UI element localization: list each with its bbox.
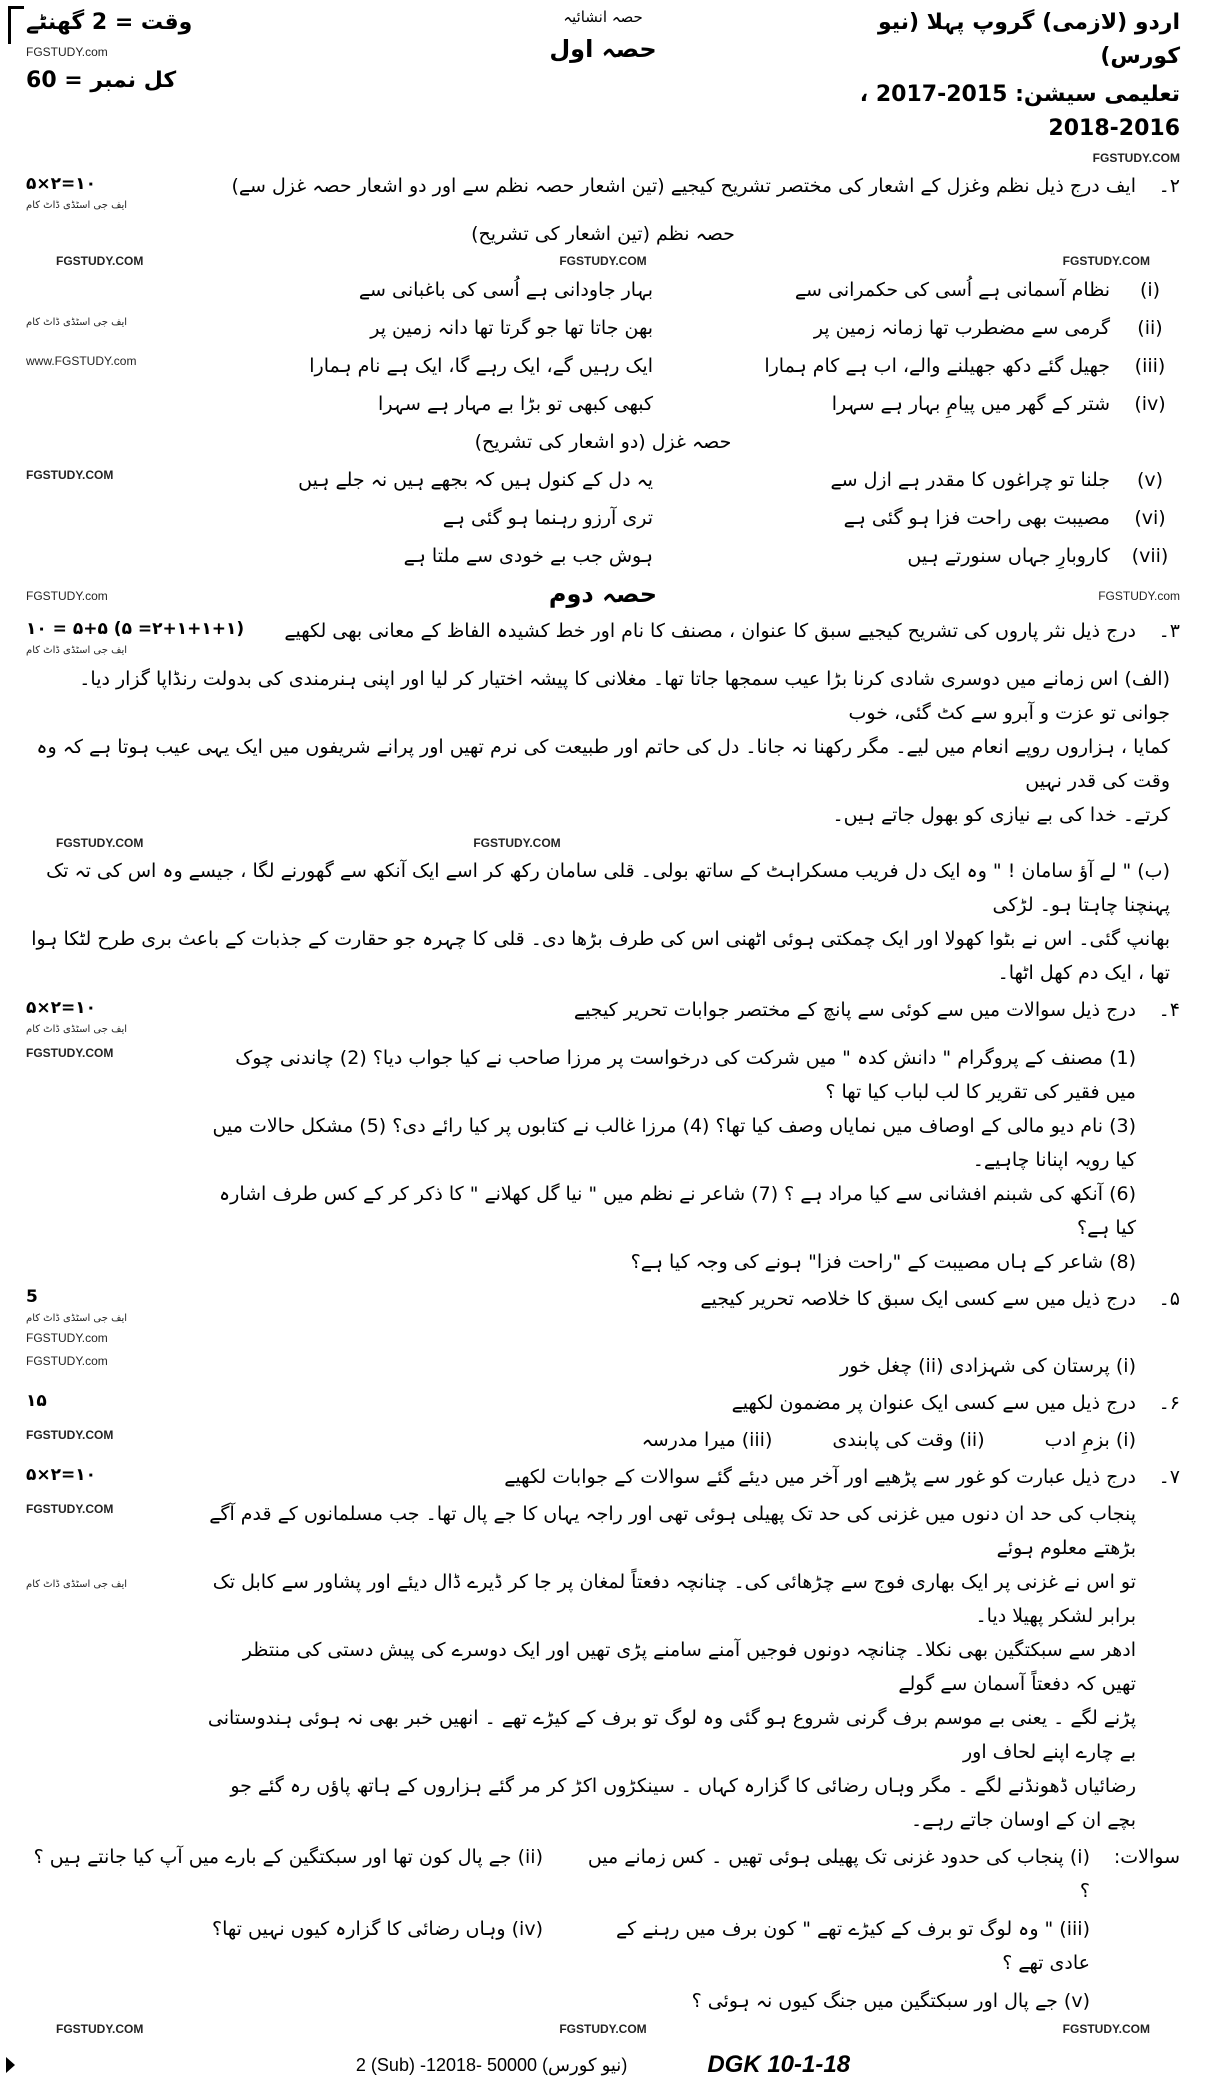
q7-passage-line: رضائیاں ڈھونڈنے لگے ۔ مگر وہاں رضائی کا گزارہ کہاں ۔ سینکڑوں اکڑ کر مر گئے ہزاروں کے ہاتھ پاؤں رہ گئے جو بچے ان کے اوسان جاتے رہے۔ — [230, 1775, 1136, 1831]
watermark: FGSTUDY.com — [1098, 588, 1180, 603]
q7-number: ۷۔ — [1158, 1466, 1180, 1488]
total-marks: کل نمبر = 60 — [26, 68, 177, 93]
couplet-second-line: تری آرزو رہنما ہو گئی ہے — [442, 507, 653, 529]
q2-number: ۲۔ — [1158, 175, 1180, 197]
watermark-urdu: ایف جی اسٹڈی ڈاٹ کام — [26, 1313, 128, 1324]
q3-marks: (۲+۱+۱+۱= ۵) ۵+۵ = ۱۰ — [26, 619, 245, 639]
q7-passage-line: تو اس نے غزنی پر ایک بھاری فوج سے چڑھائی کی۔ چنانچہ دفعتاً لمغان پر جا کر ڈیرے ڈال دیئے اور پشاور سے کابل تک برابر لشکر پھیلا دیا۔ — [212, 1571, 1136, 1627]
watermark: www.FGSTUDY.com — [26, 354, 137, 368]
couplet-first-line: مصیبت بھی راحت فزا ہو گئی ہے — [843, 507, 1110, 529]
q7-passage-line: ادھر سے سبکتگین بھی نکلا۔ چنانچہ دونوں فوجیں آمنے سامنے پڑی تھیں اور ایک دوسرے کی پیش دستی کی منتظر تھیں کہ دفعتاً آسمان سے گولے — [242, 1639, 1136, 1695]
q2-marks: ۱۰=۲×۵ — [26, 174, 97, 194]
couplet-second-line: ایک رہیں گے، ایک رہے گا، ایک ہے نام ہمارا — [309, 355, 653, 377]
watermark: FGSTUDY.COM — [26, 468, 114, 482]
couplet-number: (v) — [1136, 469, 1164, 491]
header — [26, 6, 1180, 166]
q6-option: (iii) میرا مدرسہ — [641, 1429, 773, 1451]
couplet-number: (vii) — [1131, 545, 1169, 567]
couplet-list — [26, 463, 1180, 573]
exam-time: وقت = 2 گھنٹے — [26, 10, 193, 35]
couplet-list — [26, 273, 1180, 421]
q7-passage-line: پنجاب کی حد ان دنوں میں غزنی کی حد تک پھیلی ہوئی تھی اور راجہ یہاں کا جے پال تھا۔ جب مسلمانوں کے قدم آگے بڑھتے معلوم ہوئے — [209, 1503, 1136, 1559]
q5-marks: 5 — [26, 1287, 38, 1307]
q7-question: (iv) وہاں رضائی کا گزارہ کیوں نہیں تھا؟ — [212, 1918, 543, 1940]
couplet-number: (ii) — [1137, 317, 1163, 339]
part2-row — [26, 577, 1180, 611]
couplet-row — [26, 311, 1180, 345]
part2-heading: حصہ دوم — [548, 580, 658, 608]
q4-instruction: درج ذیل سوالات میں سے کوئی سے پانچ کے مختصر جوابات تحریر کیجیے — [573, 999, 1136, 1021]
couplet-row — [26, 387, 1180, 421]
q3-bay-line: (ب) " لے آؤ سامان ! " وہ ایک دل فریب مسکراہٹ کے ساتھ بولی۔ قلی سامان رکھ کر اسے ایک آنکھ سے گھورنے لگا ، جیسے وہ اس کی تہ تک پہنچنا چاہتا ہو۔ لڑکی — [46, 860, 1170, 916]
watermark: FGSTUDY.COM — [26, 1046, 114, 1060]
q7-passage-line: پڑنے لگے ۔ یعنی بے موسم برف گرنی شروع ہو گئی وہ لوگ تو برف کے کیڑے تھے ۔ انھیں خبر بھی نہ ہوئی ہندوستانی بے چارے اپنے لحاف اور — [207, 1707, 1136, 1763]
watermark: FGSTUDY.com — [26, 45, 108, 59]
couplet-row — [26, 273, 1180, 307]
watermark: FGSTUDY.COM — [1092, 151, 1180, 165]
watermark-urdu: ایف جی اسٹڈی ڈاٹ کام — [26, 200, 128, 211]
watermark-row — [26, 2021, 1180, 2037]
q6-number: ۶۔ — [1158, 1392, 1180, 1414]
q7-question: (i) پنجاب کی حدود غزنی تک پھیلی ہوئی تھیں ۔ کس زمانے میں ؟ — [587, 1846, 1090, 1902]
couplet-number: (iv) — [1134, 393, 1166, 415]
q4-question-line: (1) مصنف کے پروگرام " دانش کدہ " میں شرکت کی درخواست پر مرزا صاحب نے کیا جواب دیا؟ (2) چاندنی چوک میں فقیر کی تقریر کا لب لباب کیا تھا ؟ — [235, 1047, 1136, 1103]
watermark: FGSTUDY.COM — [1062, 2022, 1150, 2036]
page-corner-mark — [8, 6, 11, 44]
couplet-first-line: شتر کے گھر میں پیامِ بہار ہے سہرا — [831, 393, 1110, 415]
q3-bay — [26, 854, 1180, 990]
couplet-row — [26, 501, 1180, 535]
q3-instruction: درج ذیل نثر پاروں کی تشریح کیجیے سبق کا عنوان ، مصنف کا نام اور خط کشیدہ الفاظ کے معانی بھی لکھیے — [284, 620, 1136, 642]
watermark: FGSTUDY.COM — [56, 254, 144, 268]
q6-option: (ii) وقت کی پابندی — [832, 1429, 985, 1451]
q3-alif-line: کرتے۔ خدا کی بے نیازی کو بھول جاتے ہیں۔ — [832, 804, 1170, 826]
couplet-row — [26, 463, 1180, 497]
q3-number: ۳۔ — [1158, 620, 1180, 642]
couplet-first-line: جلنا تو چراغوں کا مقدر ہے ازل سے — [830, 469, 1110, 491]
q5-options: (i) پرستان کی شہزادی (ii) چغل خور — [840, 1355, 1136, 1377]
watermark-urdu: ایف جی اسٹڈی ڈاٹ کام — [26, 317, 128, 328]
watermark: FGSTUDY.COM — [1062, 254, 1150, 268]
q4-question-line: (6) آنکھ کی شبنم افشانی سے کیا مراد ہے ؟ (7) شاعر نے نظم میں " نیا گل کھلانے " کا ذکر کر کے کس طرف اشارہ کیا ہے؟ — [219, 1183, 1136, 1239]
q7-questions — [26, 1840, 1180, 2018]
watermark-urdu: ایف جی اسٹڈی ڈاٹ کام — [26, 1579, 128, 1590]
handwritten-code: DGK 10-1-18 — [707, 2051, 851, 2078]
couplet-first-line: جھیل گئے دکھ جھیلنے والے، اب ہے کام ہمارا — [764, 355, 1110, 377]
q4-question-line: (3) نام دیو مالی کے اوصاف میں نمایاں وصف کیا تھا؟ (4) مرزا غالب نے کتابوں پر کیا رائے دی؟ (5) مشکل حالات میں کیا رویہ اپنانا چاہیے۔ — [212, 1115, 1136, 1171]
watermark: FGSTUDY.COM — [559, 2022, 647, 2036]
watermark-row — [26, 253, 1180, 269]
q7-instruction: درج ذیل عبارت کو غور سے پڑھیے اور آخر میں دیئے گئے سوالات کے جوابات لکھیے — [504, 1466, 1136, 1488]
part1-heading: حصہ اول — [549, 35, 657, 63]
q6-option: (i) بزمِ ادب — [1044, 1429, 1136, 1451]
section-type: حصہ انشائیہ — [563, 8, 643, 26]
q7-marks: ۱۰=۲×۵ — [26, 1465, 97, 1485]
couplet-second-line: بھن جاتا تھا جو گرتا تھا دانہ زمین پر — [370, 317, 653, 339]
watermark: FGSTUDY.COM — [56, 836, 144, 850]
couplet-first-line: کاروبارِ جہاں سنورتے ہیں — [907, 545, 1110, 567]
q7-row — [26, 1460, 1180, 1494]
q3-alif-line: (الف) اس زمانے میں دوسری شادی کرنا بڑا عیب سمجھا جاتا تھا۔ مغلانی کا پیشہ اختیار کر لیا اور اپنی ہنرمندی کی بدولت رنڈاپا گزار دیا۔ جوانی تو عزت و آبرو سے کٹ گئی، خوب — [79, 668, 1170, 724]
footer — [26, 2051, 1180, 2079]
couplet-first-line: گرمی سے مضطرب تھا زمانہ زمین پر — [813, 317, 1110, 339]
ghazal-heading: حصہ غزل (دو اشعار کی تشریح) — [474, 431, 732, 453]
watermark: FGSTUDY.com — [26, 1354, 108, 1368]
paper-code: 2 (Sub) -12018- 50000 (نیو کورس) — [355, 2054, 628, 2075]
session: تعلیمی سیشن: 2015-2017 ، 2016-2018 — [859, 82, 1180, 141]
watermark: FGSTUDY.com — [26, 1331, 108, 1345]
couplet-number: (vi) — [1134, 507, 1166, 529]
margin-marker-icon — [6, 2057, 15, 2073]
couplet-number: (i) — [1139, 279, 1161, 301]
q7-questions-label: سوالات: — [1113, 1846, 1180, 1868]
q7-question: (v) جے پال اور سبکتگین میں جنگ کیوں نہ ہوئی ؟ — [691, 1990, 1090, 2012]
watermark: FGSTUDY.COM — [473, 836, 561, 850]
q6-row — [26, 1386, 1180, 1420]
q3-alif — [26, 662, 1180, 832]
q5-options-row — [26, 1349, 1180, 1383]
couplet-second-line: کبھی کبھی تو بڑا بے مہار ہے سہرا — [378, 393, 653, 415]
watermark: FGSTUDY.com — [26, 588, 108, 603]
q7-question: (iii) " وہ لوگ تو برف کے کیڑے تھے " کون برف میں رہنے کے عادی تھے ؟ — [616, 1918, 1090, 1974]
q4-marks: ۱۰=۲×۵ — [26, 998, 97, 1018]
watermark-urdu: ایف جی اسٹڈی ڈاٹ کام — [26, 645, 128, 656]
q3-row — [26, 614, 1180, 659]
couplet-first-line: نظام آسمانی ہے اُسی کی حکمرانی سے — [794, 279, 1110, 301]
couplet-second-line: ہوش جب بے خودی سے ملتا ہے — [403, 545, 653, 567]
q3-bay-line: بھانپ گئی۔ اس نے بٹوا کھولا اور ایک چمکتی ہوئی اٹھنی اس کی طرف بڑھا دی۔ قلی کا چہرہ جو حقارت کے جذبات کے باعث بری طرح لٹکا ہوا تھا ، ایک دم کھل اٹھا۔ — [31, 928, 1170, 984]
watermark: FGSTUDY.COM — [559, 254, 647, 268]
q5-instruction: درج ذیل میں سے کسی ایک سبق کا خلاصہ تحریر کیجیے — [700, 1288, 1136, 1310]
q7-passage — [26, 1497, 1180, 1837]
q2-instruction: ایف درج ذیل نظم وغزل کے اشعار کی مختصر تشریح کیجیے (تین اشعار حصہ نظم سے اور دو اشعار حصہ غزل سے) — [231, 175, 1136, 197]
q5-row — [26, 1282, 1180, 1346]
page-corner-mark — [8, 6, 24, 9]
q2-row — [26, 169, 1180, 214]
watermark: FGSTUDY.COM — [26, 1428, 114, 1442]
q7-question: (ii) جے پال کون تھا اور سبکتگین کے بارے میں آپ کیا جانتے ہیں ؟ — [33, 1846, 543, 1868]
nazm-heading: حصہ نظم (تین اشعار کی تشریح) — [471, 223, 735, 245]
q6-options-row — [26, 1423, 1180, 1457]
watermark-row — [26, 835, 1180, 851]
couplet-second-line: بہار جاودانی ہے اُسی کی باغبانی سے — [358, 279, 653, 301]
q4-question-line: (8) شاعر کے ہاں مصیبت کے "راحت فزا" ہونے کی وجہ کیا ہے؟ — [630, 1251, 1136, 1273]
q6-marks: ۱۵ — [26, 1391, 47, 1411]
paper-title: اردو (لازمی) گروپ پہلا (نیو کورس) — [877, 10, 1180, 69]
q4-questions — [26, 1041, 1180, 1279]
couplet-number: (iii) — [1134, 355, 1166, 377]
q4-row — [26, 993, 1180, 1038]
q5-number: ۵۔ — [1158, 1288, 1180, 1310]
watermark: FGSTUDY.COM — [26, 1502, 114, 1516]
watermark: FGSTUDY.COM — [56, 2022, 144, 2036]
watermark-urdu: ایف جی اسٹڈی ڈاٹ کام — [26, 1024, 128, 1035]
couplet-row — [26, 539, 1180, 573]
couplet-row — [26, 349, 1180, 383]
q4-number: ۴۔ — [1158, 999, 1180, 1021]
q6-instruction: درج ذیل میں سے کسی ایک عنوان پر مضمون لکھیے — [731, 1392, 1136, 1414]
couplet-second-line: یہ دل کے کنول ہیں کہ بجھے ہیں نہ جلے ہیں — [298, 469, 653, 491]
q3-alif-line: کمایا ، ہزاروں روپے انعام میں لیے۔ مگر رکھنا نہ جانا۔ دل کی حاتم اور طبیعت کی نرم تھیں اور پرانے شریفوں میں ایک یہی عیب ہوتا ہے کہ وہ وقت کی قدر نہیں — [36, 736, 1170, 792]
